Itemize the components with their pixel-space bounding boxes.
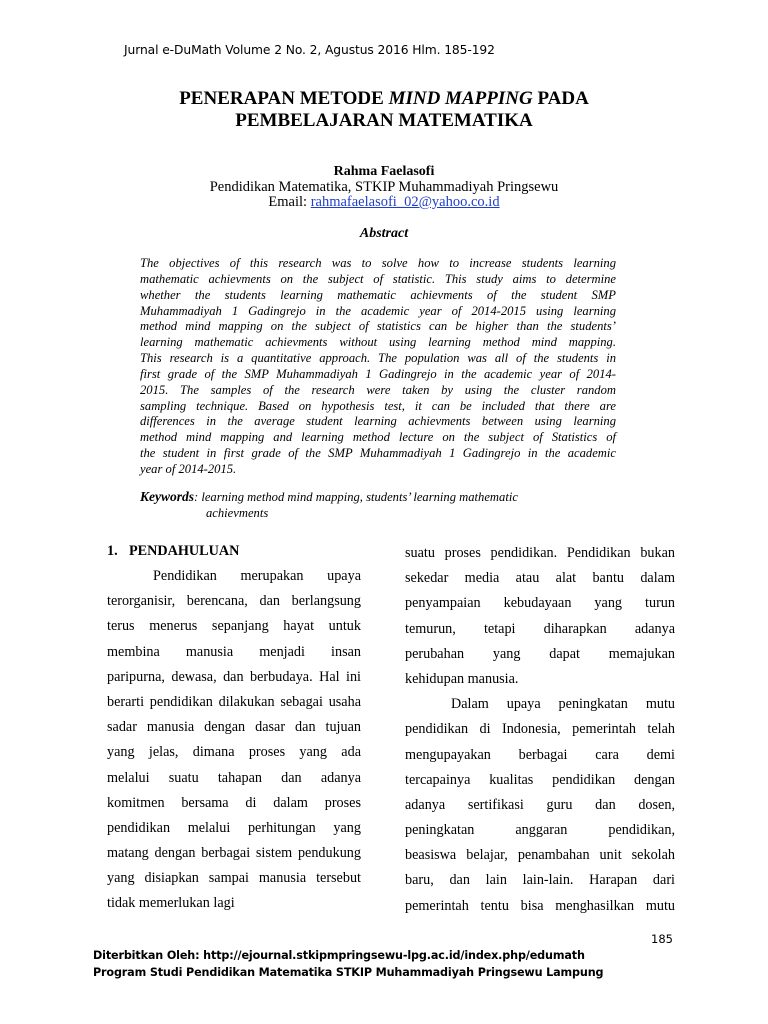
body-line: mengupayakan berbagai cara demi	[405, 746, 675, 763]
body-line: suatu proses pendidikan. Pendidikan bukan	[405, 545, 675, 561]
abstract-line: method mind mapping and learning method lecture on the subject of Statistics of	[140, 430, 616, 445]
body-line: baru, dan lain lain-lain. Harapan dari	[405, 872, 675, 889]
body-line: terus menerus sepanjang hayat untuk	[107, 618, 361, 635]
footer-program: Program Studi Pendidikan Matematika STKIP Muhammadiyah Pringsewu Lampung	[93, 966, 604, 979]
author-name: Rahma Faelasofi	[333, 164, 435, 179]
body-line: komitmen bersama di dalam proses	[107, 794, 361, 811]
abstract-line: learning mathematic achievments without using learning method mind mapping.	[140, 335, 616, 350]
body-line: pendidikan melalui perhitungan yang	[107, 819, 361, 836]
journal-header: Jurnal e-DuMath Volume 2 No. 2, Agustus 2016 Hlm. 185-192	[124, 43, 495, 57]
title-part-1: PENERAPAN METODE	[179, 88, 389, 109]
author-affiliation: Pendidikan Matematika, STKIP Muhammadiyah Pringsewu	[209, 178, 559, 195]
body-line: beasiswa belajar, penambahan unit sekolah	[405, 847, 675, 864]
abstract-line: 2015. The samples of the research were taken by using the cluster random	[140, 382, 616, 397]
abstract-line: The objectives of this research was to solve how to increase students learning	[140, 256, 616, 270]
section-title: PENDAHULUAN	[129, 543, 240, 559]
abstract-line: mathematic achievments on the subject of statistic. This study aims to determine	[140, 271, 616, 286]
body-line: perubahan yang dapat memajukan	[405, 645, 675, 662]
body-line: melalui suatu tahapan dan adanya	[107, 769, 361, 786]
author-block	[0, 164, 768, 211]
body-line: terorganisir, berencana, dan berlangsung	[107, 593, 361, 610]
body-line: berarti pendidikan dilakukan sebagai usaha	[107, 693, 361, 710]
abstract-line: whether the students learning mathematic achievments of the student SMP	[140, 287, 616, 302]
body-line: pendidikan di Indonesia, pemerintah telah	[405, 721, 675, 738]
abstract-line: year of 2014-2015.	[140, 461, 237, 476]
body-line: pemerintah tentu bisa menghasilkan mutu	[405, 897, 675, 914]
body-line: penyampaian kebudayaan yang turun	[405, 595, 675, 612]
abstract-line: first grade of the SMP Muhammadiyah 1 Gadingrejo in the academic year of 2014-	[140, 366, 616, 381]
abstract-line: This research is a quantitative approach. The population was all of the students in	[140, 351, 616, 366]
right-column	[405, 541, 675, 919]
abstract-text	[140, 256, 616, 478]
email-link[interactable]: rahmafaelasofi_02@yahoo.co.id	[310, 194, 500, 210]
page-number: 185	[651, 932, 673, 946]
title-line-1	[0, 88, 768, 110]
body-line: yang jelas, dimana proses yang ada	[107, 744, 361, 761]
abstract-line: the student in first grade of the SMP Muhammadiyah 1 Gadingrejo in the academic	[140, 446, 616, 461]
email-label: Email:	[268, 194, 311, 210]
body-line: kehidupan manusia.	[405, 670, 519, 687]
abstract-line: method mind mapping on the subject of statistics can be higher than the students’	[140, 319, 616, 334]
section-heading	[107, 539, 361, 564]
left-column	[107, 541, 361, 917]
body-line: sadar manusia dengan dasar dan tujuan	[107, 719, 361, 736]
body-line: matang dengan berbagai sistem pendukung	[107, 845, 361, 862]
body-line: temurun, tetapi diharapkan adanya	[405, 620, 675, 637]
abstract-heading: Abstract	[359, 226, 409, 241]
abstract-line: differences in the average student learning achievments between using learning	[140, 414, 616, 429]
section-number: 1.	[107, 543, 118, 559]
title-italic: MIND MAPPING	[388, 88, 533, 109]
title-line-2: PEMBELAJARAN MATEMATIKA	[235, 110, 533, 131]
footer-published-by: Diterbitkan Oleh: http://ejournal.stkipmpringsewu-lpg.ac.id/index.php/edumath	[93, 949, 585, 962]
keywords-line-2: achievments	[206, 505, 269, 520]
body-line: paripurna, dewasa, dan berbudaya. Hal ini	[107, 668, 361, 685]
body-line: peningkatan anggaran pendidikan,	[405, 822, 675, 839]
keywords	[140, 489, 616, 521]
keywords-line-1: : learning method mind mapping, students’ learning mathematic	[194, 490, 518, 504]
body-line: membina manusia menjadi insan	[107, 643, 361, 660]
body-line: tidak memerlukan lagi	[107, 895, 235, 912]
body-line: Pendidikan merupakan upaya	[153, 568, 361, 584]
abstract-line: Muhammadiyah 1 Gadingrejo in the academic year of 2014-2015 using learning	[140, 303, 616, 318]
body-line: Dalam upaya peningkatan mutu	[451, 696, 675, 713]
body-line: tercapainya kualitas pendidikan dengan	[405, 771, 675, 788]
paper-title	[0, 88, 768, 132]
body-line: sekedar media atau alat bantu dalam	[405, 570, 675, 587]
author-email-line	[0, 195, 768, 211]
title-part-2: PADA	[532, 88, 589, 109]
body-line: adanya sertifikasi guru dan dosen,	[405, 796, 675, 813]
body-line: yang disiapkan sampai manusia tersebut	[107, 870, 361, 887]
footer	[93, 947, 603, 981]
abstract-line: sampling technique. Based on hypothesis test, it can be included that there are	[140, 398, 616, 413]
keywords-label: Keywords	[140, 489, 194, 504]
